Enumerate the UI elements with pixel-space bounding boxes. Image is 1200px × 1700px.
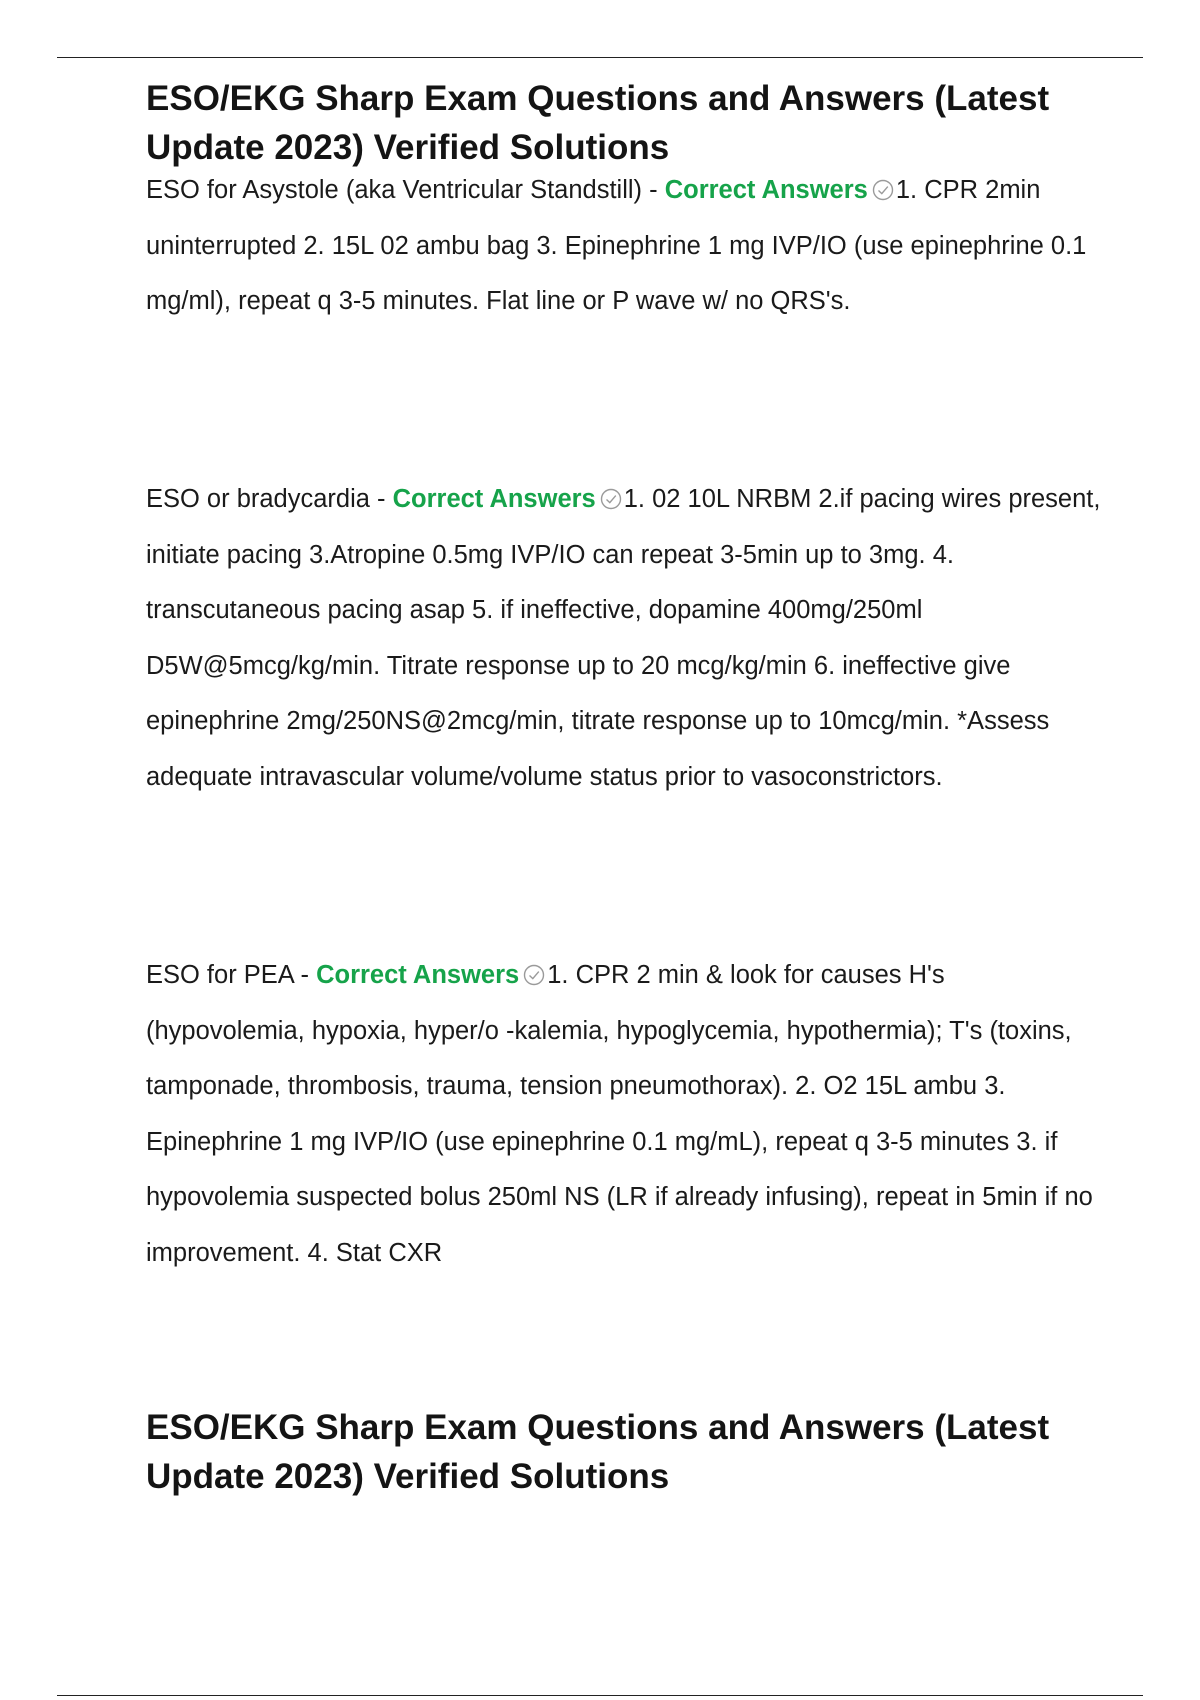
answer-text: 1. 02 10L NRBM 2.if pacing wires present, initiate pacing 3.Atropine 0.5mg IVP/IO can repeat 3-5min up to 3mg. 4. transcutaneous pacing asap 5. if ineffective, dopamine 400mg/250ml D5W@5mcg/kg/min. Titrate response up to 20 mcg/kg/min 6. ineffective give epinephrine 2mg/250NS@2mcg/min, titrate response up to 10mcg/min. *Assess adequate intravascular volume/volume status prior to vasoconstrictors. [146,485,1101,791]
qa-entry-pea [146,948,1106,1281]
top-divider [57,57,1143,58]
answer-text: 1. CPR 2 min & look for causes H's (hypovolemia, hypoxia, hyper/o -kalemia, hypoglycemia, hypothermia); T's (toxins, tamponade, thrombosis, trauma, tension pneumothorax). 2. O2 15L ambu 3. Epinephrine 1 mg IVP/IO (use epinephrine 0.1 mg/mL), repeat q 3-5 minutes 3. if hypovolemia suspected bolus 250ml NS (LR if already infusing), repeat in 5min if no improvement. 4. Stat CXR [146,961,1093,1267]
check-circle-icon [872,179,894,201]
correct-answers-label: Correct Answers [392,485,596,513]
correct-answers-label: Correct Answers [316,961,520,989]
answer-text: 1. CPR 2min uninterrupted 2. 15L 02 ambu bag 3. Epinephrine 1 mg IVP/IO (use epinephrine 0.1 mg/ml), repeat q 3-5 minutes. Flat line or P wave w/ no QRS's. [146,176,1087,315]
check-circle-icon [523,964,545,986]
page-title: ESO/EKG Sharp Exam Questions and Answers (Latest Update 2023) Verified Solutions [146,79,1050,167]
qa-entry-bradycardia [146,472,1106,805]
question-text: ESO for Asystole (aka Ventricular Standstill) - [146,176,658,204]
question-text: ESO or bradycardia - [146,485,386,513]
question-text: ESO for PEA - [146,961,309,989]
footer-title: ESO/EKG Sharp Exam Questions and Answers (Latest Update 2023) Verified Solutions [146,1408,1050,1496]
bottom-divider [57,1695,1143,1696]
check-circle-icon [600,488,622,510]
correct-answers-label: Correct Answers [664,176,868,204]
qa-entry-asystole [146,163,1106,330]
